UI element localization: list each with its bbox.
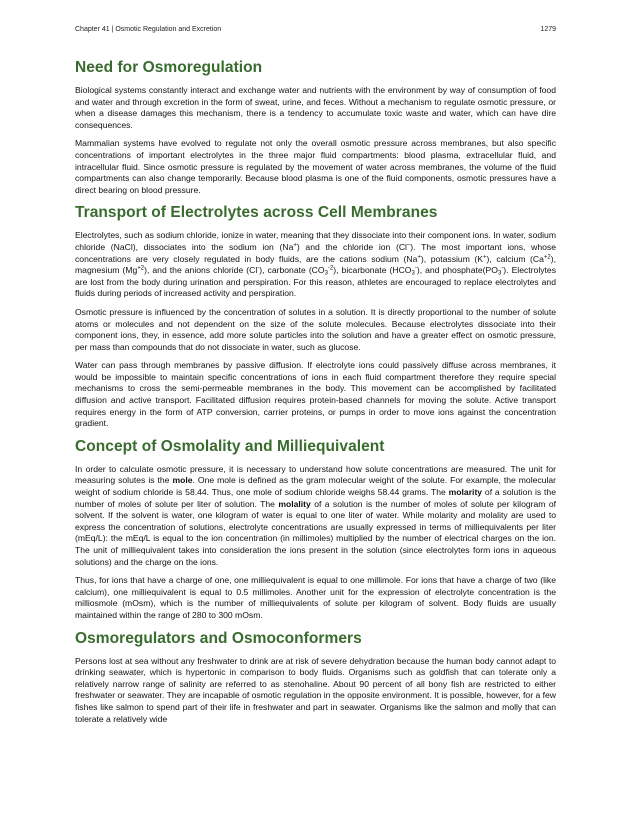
- section-heading-osmolality: Concept of Osmolality and Milliequivalent: [75, 437, 385, 455]
- section-heading-electrolytes: Transport of Electrolytes across Cell Membranes: [75, 204, 438, 222]
- page-content: [75, 58, 556, 732]
- section-heading-osmoregulators: Osmoregulators and Osmoconformers: [75, 629, 362, 647]
- term-mole: mole: [172, 475, 193, 486]
- paragraph-electrolytes: Electrolytes, such as sodium chloride, ionize in water, meaning that they dissociate into their component ions. In water, sodium chloride (NaCl), dissociates into the sodium ion (Na+) and the chloride ion (Cl–). The most important ions, whose concentrations are very closely regulated in body fluids, are the cations sodium (Na+), potassium (K+), calcium $(Ca^{+2})$, magnesium $(Mg^{+2})$, and the anions chloride (Cl-), carbonate $(CO_3^{-2})$, bicarbonate $(HCO_3^-)$, and $phosphate(PO_3^-)$. Electrolytes are lost from the body during urination and perspiration. For this reason, athletes are encouraged to replace electrolytes and fluids during periods of increased activity and perspiration.: [75, 230, 557, 299]
- paragraph: Water can pass through membranes by passive diffusion. If electrolyte ions could passively diffuse across membranes, it would be impossible to maintain specific concentrations of ions in each fluid compartment therefore they require special mechanisms to cross the semi-permeable membranes in the body. This movement can be accomplished by facilitated diffusion and active transport. Facilitated diffusion requires protein-based channels for moving the solute. Active transport requires energy in the form of ATP conversion, carrier proteins, or pumps in order to move ions against the concentration gradient.: [75, 360, 556, 429]
- paragraph: Thus, for ions that have a charge of one, one milliequivalent is equal to one millimole. For ions that have a charge of two (like calcium), one milliequivalent is equal to 0.5 millimoles. Another unit for the expression of electrolyte concentration is the milliosmole (mOsm), which is the number of milliequivalents of solute per kilogram of solvent. Body fluids are usually maintained within the range of 280 to 300 mOsm.: [75, 575, 556, 620]
- paragraph: Mammalian systems have evolved to regulate not only the overall osmotic pressure across membranes, but also specific concentrations of important electrolytes in the three major fluid compartments: blood plasma, extracellular fluid, and intracellular fluid. Since osmotic pressure is regulated by the movement of water across membranes, the volume of the fluid compartments can also change temporarily. Because blood plasma is one of the fluid components, osmotic pressures have a direct bearing on blood pressure.: [75, 138, 556, 195]
- paragraph: Osmotic pressure is influenced by the concentration of solutes in a solution. It is directly proportional to the number of solute atoms or molecules and not dependent on the size of the solute molecules. Because electrolytes dissociate into their component ions, they, in essence, add more solute particles into the solution and have a greater effect on osmotic pressure, per mass than compounds that do not dissociate in water, such as glucose.: [75, 306, 556, 352]
- page-header: [75, 26, 556, 33]
- paragraph: Biological systems constantly interact and exchange water and nutrients with the environment by way of consumption of food and water and through excretion in the form of sweat, urine, and feces. Without a mechanism to regulate osmotic pressure, or when a disease damages this mechanism, there is a tendency to accumulate toxic waste and water, which can have dire consequences.: [75, 85, 556, 130]
- section-heading-osmoregulation: Need for Osmoregulation: [75, 59, 263, 76]
- chapter-title: Chapter 41 | Osmotic Regulation and Excretion: [75, 26, 222, 33]
- paragraph: Persons lost at sea without any freshwater to drink are at risk of severe dehydration because the human body cannot adapt to drinking seawater, which is hypertonic in comparison to body fluids. Organisms such as goldfish that can tolerate only a relatively narrow range of salinity are referred to as stenohaline. About 90 percent of all bony fish are restricted to either freshwater or seawater. They are incapable of osmotic regulation in the opposite environment. It is possible, however, for a few fishes like salmon to spend part of their life in freshwater and part in seawater. Organisms like the salmon and molly that can tolerate a relatively wide: [75, 655, 556, 724]
- paragraph-osmolality: In order to calculate osmotic pressure, it is necessary to understand how solute concentrations are measured. The unit for measuring solutes is the mole. One mole is defined as the gram molecular weight of the solute. For example, the molecular weight of sodium chloride is 58.44. Thus, one mole of sodium chloride weighs 58.44 grams. The molarity of a solution is the number of moles of solute per liter of solution. The molality of a solution is the number of moles of solute per kilogram of solvent. If the solvent is water, one kilogram of water is equal to one liter of water. While molarity and molality are used to express the concentration of solutions, electrolyte concentrations are usually expressed in terms of milliequivalents per liter (mEq/L): the mEq/L is equal to the ion concentration (in millimoles) multiplied by the number of electrical charges on the ion. The unit of milliequivalent takes into consideration the ions present in the solution (since electrolytes form ions in aqueous solutions) and the charge on the ions.: [75, 463, 557, 567]
- page-number: 1279: [540, 26, 556, 33]
- term-molality: molality: [278, 498, 311, 509]
- term-molarity: molarity: [448, 487, 483, 498]
